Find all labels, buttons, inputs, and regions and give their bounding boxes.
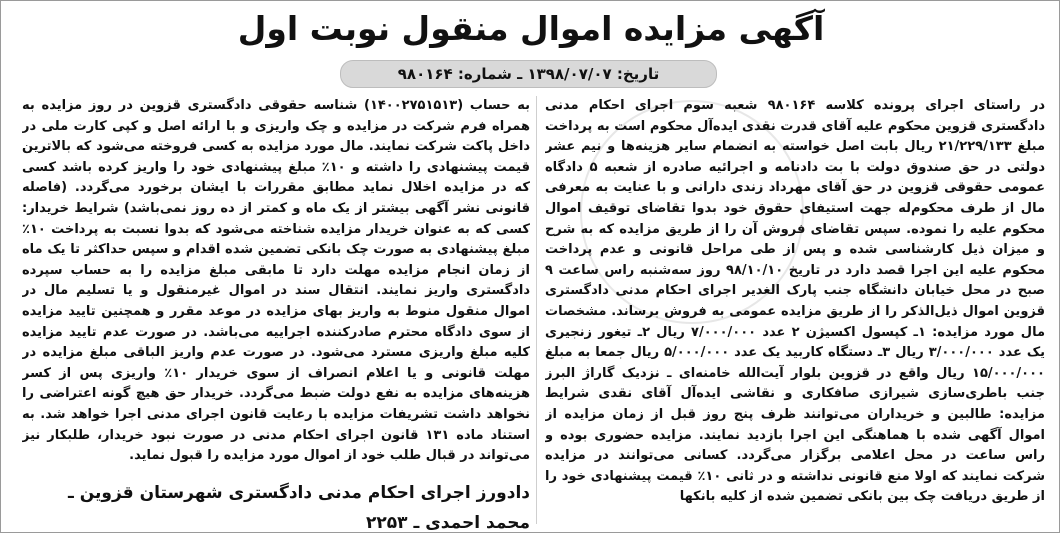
left-column-body: به حساب (۱۴۰۰۲۷۵۱۵۱۳) شناسه حقوقی دادگستری قزوین در روز مزایده به همراه فرم شرکت در مزایده و چک واریزی و با ارائه اصل و کپی کارت ملی در داخل پاکت شرکت نمایند. مال مورد مزایده به کسی فروخته می‌شود که بالاترین قیمت پیشنهادی را داشته و ۱۰٪ مبلغ پیشنهادی خود را واریز کرده باشد کسی که در مزایده اخلال نماید مطابق مقررات با ایشان برخورد می‌گردد. (فاصله قانونی نشر آگهی بیشتر از یک ماه و کمتر از ده روز نمی‌باشد) شرایط خریدار: کسی که به عنوان خریدار مزایده شناخته می‌شود که بدوا نسبت به پرداخت ۱۰٪ مبلغ پیشنهادی به صورت چک بانکی تضمین شده اقدام و سپس حداکثر تا یک ماه از زمان انجام مزایده مهلت دارد تا مابقی مبلغ مزایده را به حساب سپرده دادگستری واریز نمایند. انتقال سند در اموال غیرمنقول و یا تسلیم مال در اموال منقول منوط به واریز بهای مزایده در موعد مقرر و همچنین تایید مزایده از سوی دادگاه محترم صادرکننده اجراییه می‌باشد. در صورت عدم تایید مزایده کلیه مبلغ واریزی مسترد می‌شود. در صورت عدم واریز الباقی مبلغ مزایده در مهلت قانونی و یا اعلام انصراف از سوی خریدار ۱۰٪ واریزی پس از کسر هزینه‌های مزایده به نفع دولت ضبط می‌گردد. خریدار حق هیچ گونه اعتراضی را نخواهد داشت تشریفات مزایده با رعایت قانون اجرای مدنی اجرا خواهد شد. به استناد ماده ۱۳۱ قانون اجرای احکام مدنی در صورت نبود خریدار، طلبکار نیز می‌تواند در قبال طلب خود از اموال مورد مزایده را قبول نماید.	[22, 98, 530, 464]
right-column-body: در راستای اجرای پرونده کلاسه ۹۸۰۱۶۴ شعبه سوم اجرای احکام مدنی دادگستری قزوین محکوم علیه آقای قدرت نقدی ایده‌آل محکوم است به پرداخت مبلغ ۲۱/۲۲۹/۱۳۳ ریال بابت اصل خواسته به انضمام سایر هزینه‌ها و نیم عشر دولتی در حق صندوق دولت با بت دادنامه و اجرائیه صادره از شعبه ۵ دادگاه عمومی حقوقی قزوین در حق آقای مهرداد زندی دارانی و با عنایت به معرفی مال از طرف محکوم‌له جهت استیفای حقوق خود بدوا تقاضای توقیف اموال محکوم علیه را نموده. سپس تقاضای فروش آن را از طریق مزایده که به شرح و میزان ذیل کارشناسی شده و پس از طی مراحل قانونی و عدم پرداخت محکوم علیه این اجرا قصد دارد در تاریخ ۹۸/۱۰/۱۰ روز سه‌شنبه راس ساعت ۹ صبح در محل خیابان دانشگاه جنب پارک الغدیر اجرای احکام مدنی دادگستری قزوین اموال ذیل‌الذکر را از طریق مزایده عمومی به فروش برساند. مشخصات مال مورد مزایده: ۱ـ کپسول اکسیژن ۲ عدد ۷/۰۰۰/۰۰۰ ریال ۲ـ تیغور زنجیری یک عدد ۳/۰۰۰/۰۰۰ ریال ۳ـ دستگاه کاربید یک عدد ۵/۰۰۰/۰۰۰ ریال جمعا به مبلغ ۱۵/۰۰۰/۰۰۰ ریال واقع در قزوین بلوار آیت‌الله خامنه‌ای ـ نزدیک گاراژ البرز جنب باطری‌سازی شیرازی صافکاری و نقاشی ایده‌آل آقای نقدی شرایط مزایده: طالبین و خریداران می‌توانند ظرف پنج روز قبل از زمان مزایده از اموال آگهی شده با هماهنگی این اجرا بازدید نمایند. مزایده حضوری بوده و راس ساعت در محل اعلامی برگزار می‌گردد. کسانی می‌توانند در مزایده شرکت نمایند که اولا منع قانونی نداشته و در ثانی ۱۰٪ قیمت پیشنهادی خود را از طریق دریافت چک بین بانکی تضمین شده از کلیه بانکها	[545, 98, 1045, 505]
right-text-column	[545, 96, 1045, 528]
date-number-bar: تاریخ: ۱۳۹۸/۰۷/۰۷ ـ شماره: ۹۸۰۱۶۴	[340, 60, 717, 88]
signature-line: دادورز اجرای احکام مدنی دادگستری شهرستان قزوین ـ محمد احمدی ـ ۲۲۵۳	[67, 483, 530, 533]
column-divider	[536, 96, 537, 524]
left-text-column	[22, 96, 530, 476]
notice-headline: آگهی مزایده اموال منقول نوبت اول	[237, 9, 825, 48]
